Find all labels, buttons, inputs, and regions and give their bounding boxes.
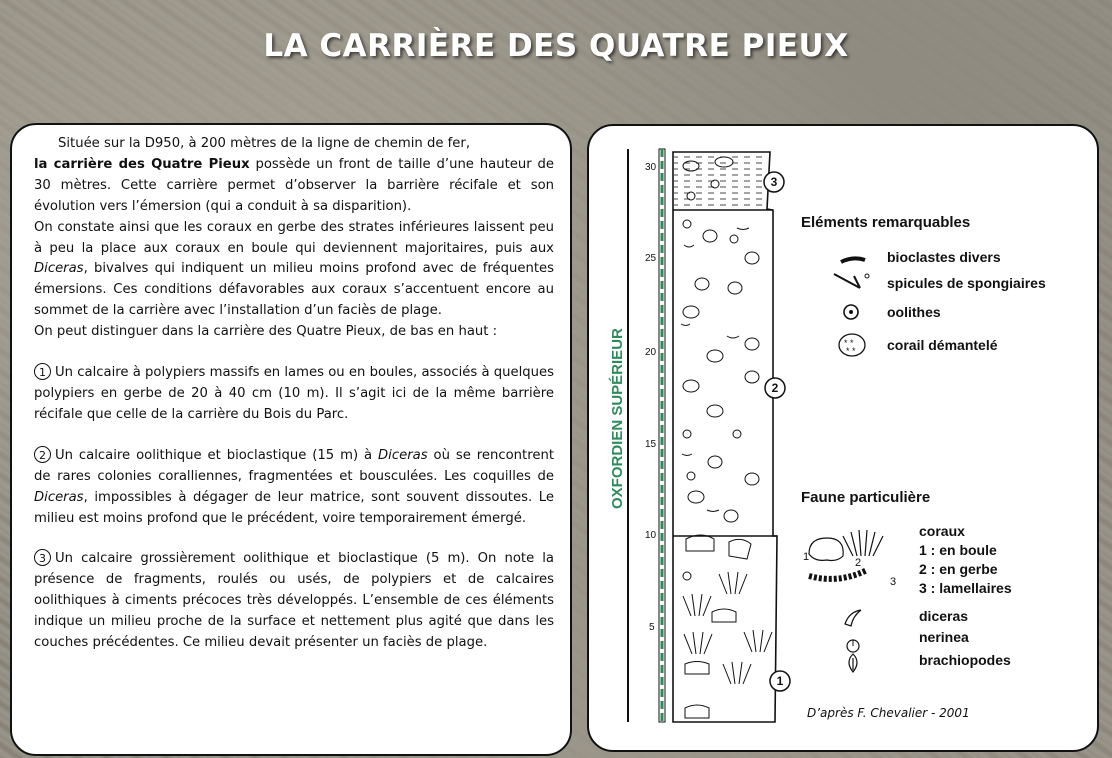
layer-number-badge: 2 xyxy=(34,446,51,463)
layer-marker-label: 1 xyxy=(776,674,784,688)
fauna-legend xyxy=(845,523,1012,672)
legend-item: corail démantelé xyxy=(887,337,998,353)
scale-tick-label: 30 xyxy=(645,162,657,173)
stage-label: OXFORDIEN SUPÉRIEUR xyxy=(609,328,626,509)
coral-figure-label: 1 xyxy=(803,551,810,563)
legend-item: spicules de spongiaires xyxy=(887,275,1046,291)
quarry-name: la carrière des Quatre Pieux xyxy=(34,156,250,172)
fauna-coraux-item: 2 : en gerbe xyxy=(919,561,998,577)
page-title: LA CARRIÈRE DES QUATRE PIEUX xyxy=(263,28,849,64)
layer-marker-label: 3 xyxy=(770,175,778,189)
fauna-coraux-item: 3 : lamellaires xyxy=(919,580,1012,596)
svg-text:* *: * * xyxy=(846,346,856,356)
spicule-icon xyxy=(834,274,860,288)
brachiopod-icon xyxy=(849,654,857,672)
layer-1-description: 1 Un calcaire à polypiers massifs en lames ou en boules, associés à quelques polypiers en gerbe de 20 à 40 cm (10 m). Il s’agit ici de la même barrière récifale que celle de la carrière du Bois du Parc. xyxy=(34,365,554,422)
credit-text: D’après F. Chevalier - 2001 xyxy=(807,706,970,720)
coral-figure-label: 2 xyxy=(855,557,862,569)
fauna-coraux-item: 1 : en boule xyxy=(919,542,997,558)
coral-figure-label: 3 xyxy=(890,576,897,588)
elements-legend xyxy=(834,249,1046,356)
scale-bar xyxy=(659,149,665,722)
layer-3-description: 3 Un calcaire grossièrement oolithique et bioclastique (5 m). On note la présence de fragments, roulés ou usés, de polypiers et de calcaires oolithiques à ciments précoces très développés. L’ensemble de ces éléments indique un milieu proche de la surface et nettement plus agité que dans les couches précédentes. Ce milieu devait présenter un faciès de plage. xyxy=(34,551,554,651)
svg-text:* *: * * xyxy=(844,338,854,348)
layer-2-description: 2 Un calcaire oolithique et bioclastique (15 m) à Diceras où se rencontrent de rares colonies coralliennes, fragmentées et bousculées. Les coquilles de Diceras, impossibles à dégager de leur matrice, sont souvent dissoutes. Le milieu est moins profond que le précédent, voire temporairement émergé. xyxy=(34,447,554,526)
fauna-item: brachiopodes xyxy=(919,652,1011,668)
coral-figure xyxy=(803,530,896,588)
scale-tick-label: 5 xyxy=(649,622,655,633)
legend-item: oolithes xyxy=(887,304,941,320)
layer-number-badge: 3 xyxy=(34,549,51,566)
layer-number-badge: 1 xyxy=(34,363,51,380)
fauna-item: nerinea xyxy=(919,629,969,645)
scale-ticks xyxy=(645,162,657,633)
scale-tick-label: 25 xyxy=(645,253,657,264)
fauna-item: diceras xyxy=(919,608,969,624)
intro-paragraph: Située sur la D950, à 200 mètres de la ligne de chemin de fer, la carrière des Quatre Pieux possède un front de taille d’une hauteur de 30 mètres. Cette carrière permet d’observer la barrière récifale et son évolution vers l’émersion (qui a conduit à sa disparition). xyxy=(34,136,554,214)
description-panel xyxy=(10,123,572,756)
scale-tick-label: 15 xyxy=(645,439,657,450)
scale-tick-label: 10 xyxy=(645,530,657,541)
sequence-intro: On peut distinguer dans la carrière des Quatre Pieux, de bas en haut : xyxy=(34,324,498,340)
observation-paragraph: On constate ainsi que les coraux en gerbe des strates inférieures laissent peu à peu la place aux coraux en boule qui deviennent majoritaires, puis aux Diceras, bivalves qui indiquent un milieu moins profond avec de fréquentes émersions. Ces conditions défavorables aux coraux s’accentuent encore au sommet de la carrière avec l’installation d’un faciès de plage. xyxy=(34,219,554,319)
description-text xyxy=(34,134,554,654)
fauna-legend-title: Faune particulière xyxy=(801,489,931,506)
scale-tick-label: 20 xyxy=(645,347,657,358)
bioclast-icon xyxy=(841,258,865,262)
stratigraphic-column-diagram xyxy=(587,124,1099,752)
legend-item: bioclastes divers xyxy=(887,249,1001,265)
fauna-coraux: coraux xyxy=(919,523,965,539)
elements-legend-title: Eléments remarquables xyxy=(801,214,971,231)
stratigraphic-column xyxy=(673,152,777,722)
layer-marker-label: 2 xyxy=(771,381,779,395)
diceras-icon xyxy=(845,610,861,626)
stratigraphic-diagram-panel xyxy=(587,124,1099,752)
